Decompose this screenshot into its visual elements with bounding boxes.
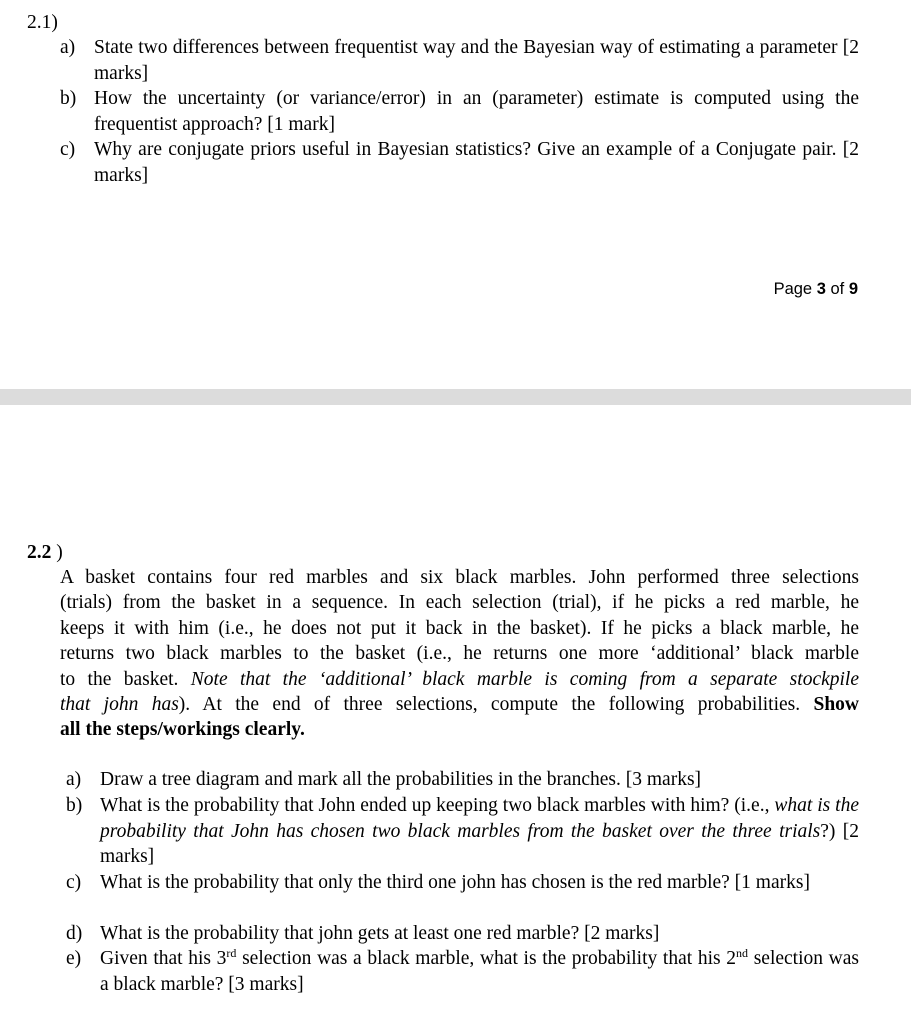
page-middle: of (825, 280, 849, 298)
item-text: What is the probability that john gets at least one red marble? [2 marks] (100, 923, 660, 944)
intro-line (60, 692, 859, 717)
page-separator (0, 389, 911, 405)
intro-line (60, 717, 859, 742)
intro-plain: to the basket. (60, 668, 191, 690)
item-text: Why are conjugate priors useful in Bayesian statistics? Give an example of a Conjugate pair. [2 marks] (94, 139, 859, 186)
question-number-bold: 2.2 (27, 542, 52, 563)
question-2-1-b (60, 86, 859, 137)
intro-line: A basket contains four red marbles and six black marbles. John performed three selections (60, 567, 859, 588)
intro-line: (trials) from the basket in a sequence. In each selection (trial), if he picks a red marble, he (60, 592, 859, 614)
question-2-2-e (66, 946, 859, 997)
item-text-end: ?) [2 marks] (100, 820, 859, 867)
intro-bold: all the steps/workings clearly. (60, 719, 305, 741)
item-text-part: selection was a black marble? [3 marks] (100, 948, 860, 995)
item-text: Draw a tree diagram and mark all the probabilities in the branches. [3 marks] (100, 769, 702, 790)
item-label: e) (66, 948, 82, 969)
question-number-suffix: ) (51, 542, 63, 563)
page-total: 9 (848, 280, 858, 298)
intro-line: keeps it with him (i.e., he does not put it back in the basket). If he picks a black marble, he (60, 617, 859, 639)
item-label: a) (60, 37, 76, 58)
intro-italic: Note that the ‘additional’ black marble is coming from a separate stockpile (190, 668, 859, 690)
question-2-1-c (60, 137, 859, 188)
question-2-1-number: 2.1) (27, 12, 58, 33)
item-label: c) (60, 139, 76, 160)
ordinal-suffix: rd (226, 946, 237, 960)
question-2-2-c (66, 870, 859, 896)
item-text: How the uncertainty (or variance/error) in an (parameter) estimate is computed using the frequentist approach? [1 mark] (94, 88, 859, 135)
ordinal-suffix: nd (736, 946, 749, 960)
item-text-plain: What is the probability that John ended up keeping two black marbles with him? (i.e., (100, 795, 775, 816)
page-prefix: Page (773, 280, 817, 298)
question-2-2-intro (60, 565, 859, 743)
item-text: What is the probability that only the third one john has chosen is the red marble? [1 marks] (100, 872, 810, 893)
question-2-1-a (60, 35, 859, 86)
intro-line: returns two black marbles to the basket (i.e., he returns one more ‘additional’ black marble (60, 643, 859, 665)
item-label: d) (66, 923, 83, 944)
item-text (66, 793, 859, 870)
page-current: 3 (816, 280, 826, 298)
item-label: a) (66, 769, 82, 790)
intro-plain: ). At the end of three selections, compute the following probabilities. (178, 694, 814, 716)
question-2-2-a (66, 767, 859, 793)
question-2-2-number (27, 540, 63, 565)
item-label: b) (66, 795, 83, 816)
item-text-italic: what is the probability that John has chosen two black marbles from the basket over the three trials (100, 795, 859, 842)
intro-line (60, 667, 859, 692)
item-label: c) (66, 872, 82, 893)
item-text (66, 946, 859, 997)
intro-italic: that john has (60, 694, 179, 716)
item-label: b) (60, 88, 77, 109)
question-2-2-d (66, 921, 859, 947)
intro-bold: Show (813, 694, 859, 716)
page-number (774, 278, 858, 300)
question-2-2-b (66, 793, 859, 870)
item-text: State two differences between frequentist way and the Bayesian way of estimating a parameter [2 marks] (94, 37, 859, 84)
item-text-part: Given that his 3 (100, 948, 227, 969)
item-text-part: selection was a black marble, what is the probability that his 2 (236, 948, 737, 969)
